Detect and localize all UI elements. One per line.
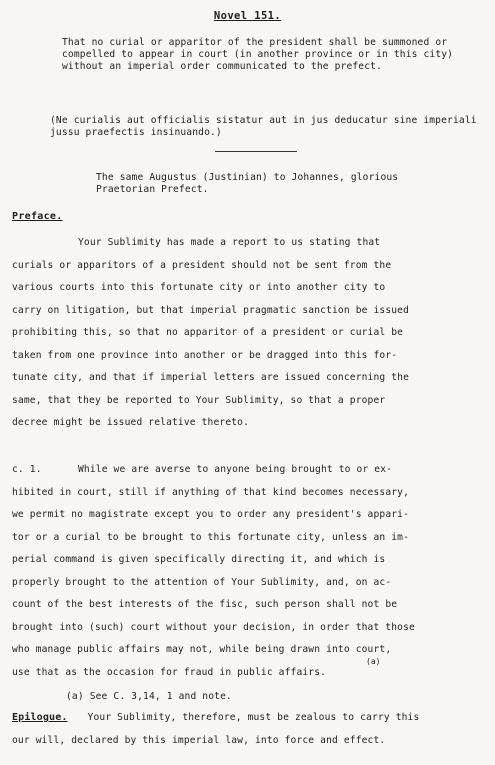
text-line: carry on litigation, but that imperial pragmatic sanction be issued bbox=[12, 304, 410, 316]
text-line: curials or apparitors of a president should not be sent from the bbox=[12, 259, 392, 271]
text-line: Your Sublimity has made a report to us stating that bbox=[78, 237, 381, 248]
text-line: hibited in court, still if anything of that kind becomes necessary, bbox=[12, 486, 410, 498]
divider-rule bbox=[215, 151, 297, 152]
text-line: tor or a curial to be brought to this fortunate city, unless an im- bbox=[12, 531, 410, 543]
novel-summary: That no curial or apparitor of the president shall be summoned or compelled to appear in court (in another province or in this city) without an imperial order communicated to the prefect. bbox=[62, 37, 454, 73]
text-line: decree might be issued relative thereto. bbox=[12, 417, 250, 428]
text-line: count of the best interests of the fisc, such person shall not be bbox=[12, 599, 398, 610]
section-first-line: While we are averse to anyone being brought to or ex- bbox=[78, 464, 393, 475]
footnote-marker: (a) bbox=[366, 657, 381, 666]
address-line-2: Praetorian Prefect. bbox=[96, 184, 209, 196]
epilogue-heading: Epilogue. bbox=[12, 712, 68, 723]
text-line: same, that they be reported to Your Sublimity, so that a proper bbox=[12, 394, 386, 406]
text-line: prohibiting this, so that no apparitor of a president or curial be bbox=[12, 327, 404, 338]
section-number: c. 1. bbox=[12, 464, 42, 475]
section-1-paragraph bbox=[12, 464, 484, 689]
text-line: properly brought to the attention of Your Sublimity, and, on ac- bbox=[12, 576, 392, 588]
text-line bbox=[12, 712, 488, 735]
text-line: various courts into this fortunate city or into another city to bbox=[12, 282, 386, 293]
preface-paragraph bbox=[12, 237, 484, 440]
preface-heading: Preface. bbox=[12, 211, 63, 222]
text-line: who manage public affairs may not, while being drawn into court, bbox=[12, 644, 392, 655]
epilogue-line-1: Your Sublimity, therefore, must be zealous to carry this bbox=[87, 712, 420, 723]
address-line-1: The same Augustus (Justinian) to Johannes, glorious bbox=[96, 172, 399, 183]
footnote: (a) See C. 3,14, 1 and note. bbox=[66, 691, 232, 702]
latin-summary: (Ne curialis aut officialis sistatur aut in jus deducatur sine imperiali jussu praefectis insinuando.) bbox=[50, 115, 477, 139]
text-line: perial command is given specifically directing it, and which is bbox=[12, 554, 386, 565]
epilogue-line-2: our will, declared by this imperial law, into force and effect. bbox=[12, 734, 386, 746]
text-line: brought into (such) court without your decision, in order that those bbox=[12, 621, 415, 633]
text-line bbox=[12, 464, 484, 487]
text-line: tunate city, and that if imperial letters are issued concerning the bbox=[12, 372, 410, 383]
text-line: use that as the occasion for fraud in public affairs. bbox=[12, 666, 327, 678]
page-title: Novel 151. bbox=[213, 10, 282, 22]
epilogue bbox=[12, 712, 488, 757]
text-line: taken from one province into another or be dragged into this for- bbox=[12, 349, 398, 361]
text-line: we permit no magistrate except you to order any president's appari- bbox=[12, 509, 410, 520]
address bbox=[96, 172, 476, 196]
